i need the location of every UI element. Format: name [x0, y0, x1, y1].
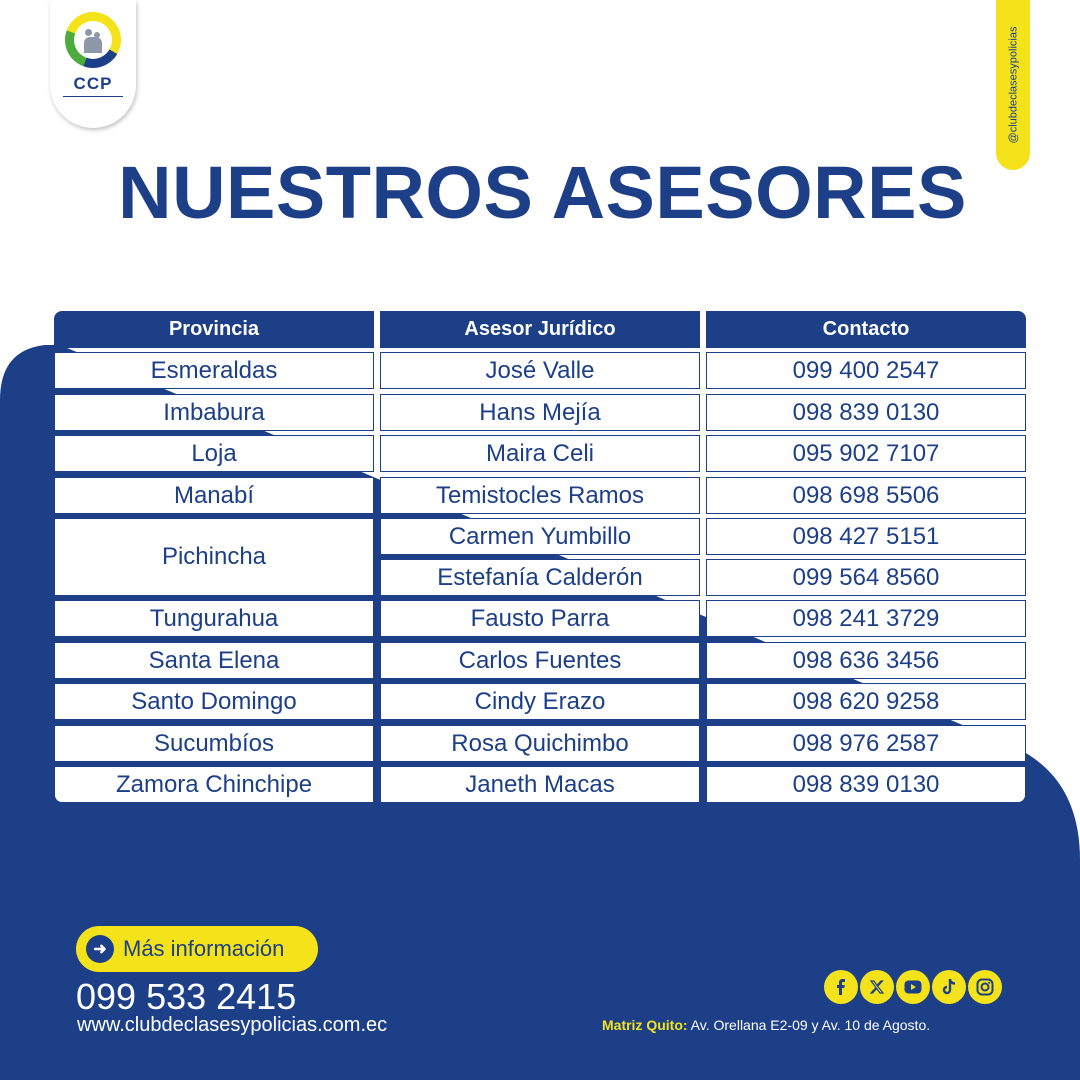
- social-handle: @clubdeclasesypolicias: [1007, 26, 1020, 144]
- header-asesor: Asesor Jurídico: [380, 311, 700, 348]
- footer-website-link[interactable]: www.clubdeclasesypolicias.com.ec: [77, 1014, 388, 1036]
- instagram-icon[interactable]: [968, 970, 1002, 1004]
- advisor-cell: Cindy Erazo: [380, 683, 700, 720]
- logo-text: CCP: [73, 74, 113, 93]
- advisor-cell: Maira Celi: [380, 435, 700, 472]
- advisor-cell: Carlos Fuentes: [380, 642, 700, 679]
- advisor-cell: José Valle: [380, 352, 700, 389]
- province-cell: Manabí: [54, 477, 374, 514]
- tiktok-icon[interactable]: [932, 970, 966, 1004]
- contact-cell: 099 564 8560: [706, 559, 1026, 596]
- province-cell: Zamora Chinchipe: [54, 766, 374, 803]
- address-label: Matriz Quito:: [602, 1017, 688, 1033]
- advisor-cell: Rosa Quichimbo: [380, 725, 700, 762]
- youtube-icon[interactable]: [896, 970, 930, 1004]
- arrow-right-icon: ➜: [86, 935, 114, 963]
- advisor-cell: Estefanía Calderón: [380, 559, 700, 596]
- contact-cell: 098 241 3729: [706, 600, 1026, 637]
- advisor-cell: Hans Mejía: [380, 394, 700, 431]
- social-handle-tab: [996, 0, 1030, 170]
- header-contacto: Contacto: [706, 311, 1026, 348]
- province-cell: Sucumbíos: [54, 725, 374, 762]
- more-info-button[interactable]: [76, 926, 318, 972]
- contact-cell: 098 839 0130: [706, 766, 1026, 803]
- province-cell: Imbabura: [54, 394, 374, 431]
- contact-cell: 098 620 9258: [706, 683, 1026, 720]
- province-cell: Tungurahua: [54, 600, 374, 637]
- contact-cell: 098 839 0130: [706, 394, 1026, 431]
- province-cell: Esmeraldas: [54, 352, 374, 389]
- logo-subtitle-line: [63, 96, 123, 100]
- address-text: Av. Orellana E2-09 y Av. 10 de Agosto.: [687, 1017, 931, 1033]
- province-cell: Loja: [54, 435, 374, 472]
- province-cell: Santa Elena: [54, 642, 374, 679]
- social-icons: [824, 970, 1002, 1004]
- more-info-label: Más información: [123, 936, 285, 961]
- page-title: NUESTROS ASESORES: [118, 151, 967, 234]
- contact-cell: 098 698 5506: [706, 477, 1026, 514]
- advisor-cell: Carmen Yumbillo: [380, 518, 700, 555]
- logo-emblem: [65, 12, 121, 68]
- advisor-cell: Janeth Macas: [380, 766, 700, 803]
- footer-address: [602, 1017, 930, 1033]
- province-cell: Santo Domingo: [54, 683, 374, 720]
- contact-cell: 098 427 5151: [706, 518, 1026, 555]
- contact-cell: 098 976 2587: [706, 725, 1026, 762]
- advisor-cell: Fausto Parra: [380, 600, 700, 637]
- contact-cell: 098 636 3456: [706, 642, 1026, 679]
- contact-cell: 095 902 7107: [706, 435, 1026, 472]
- ccp-logo: [50, 0, 136, 128]
- header-provincia: Provincia: [54, 311, 374, 348]
- province-cell: Pichincha: [54, 518, 374, 596]
- footer-phone: 099 533 2415: [76, 976, 297, 1017]
- advisor-cell: Temistocles Ramos: [380, 477, 700, 514]
- contact-cell: 099 400 2547: [706, 352, 1026, 389]
- facebook-icon[interactable]: [824, 970, 858, 1004]
- x-icon[interactable]: [860, 970, 894, 1004]
